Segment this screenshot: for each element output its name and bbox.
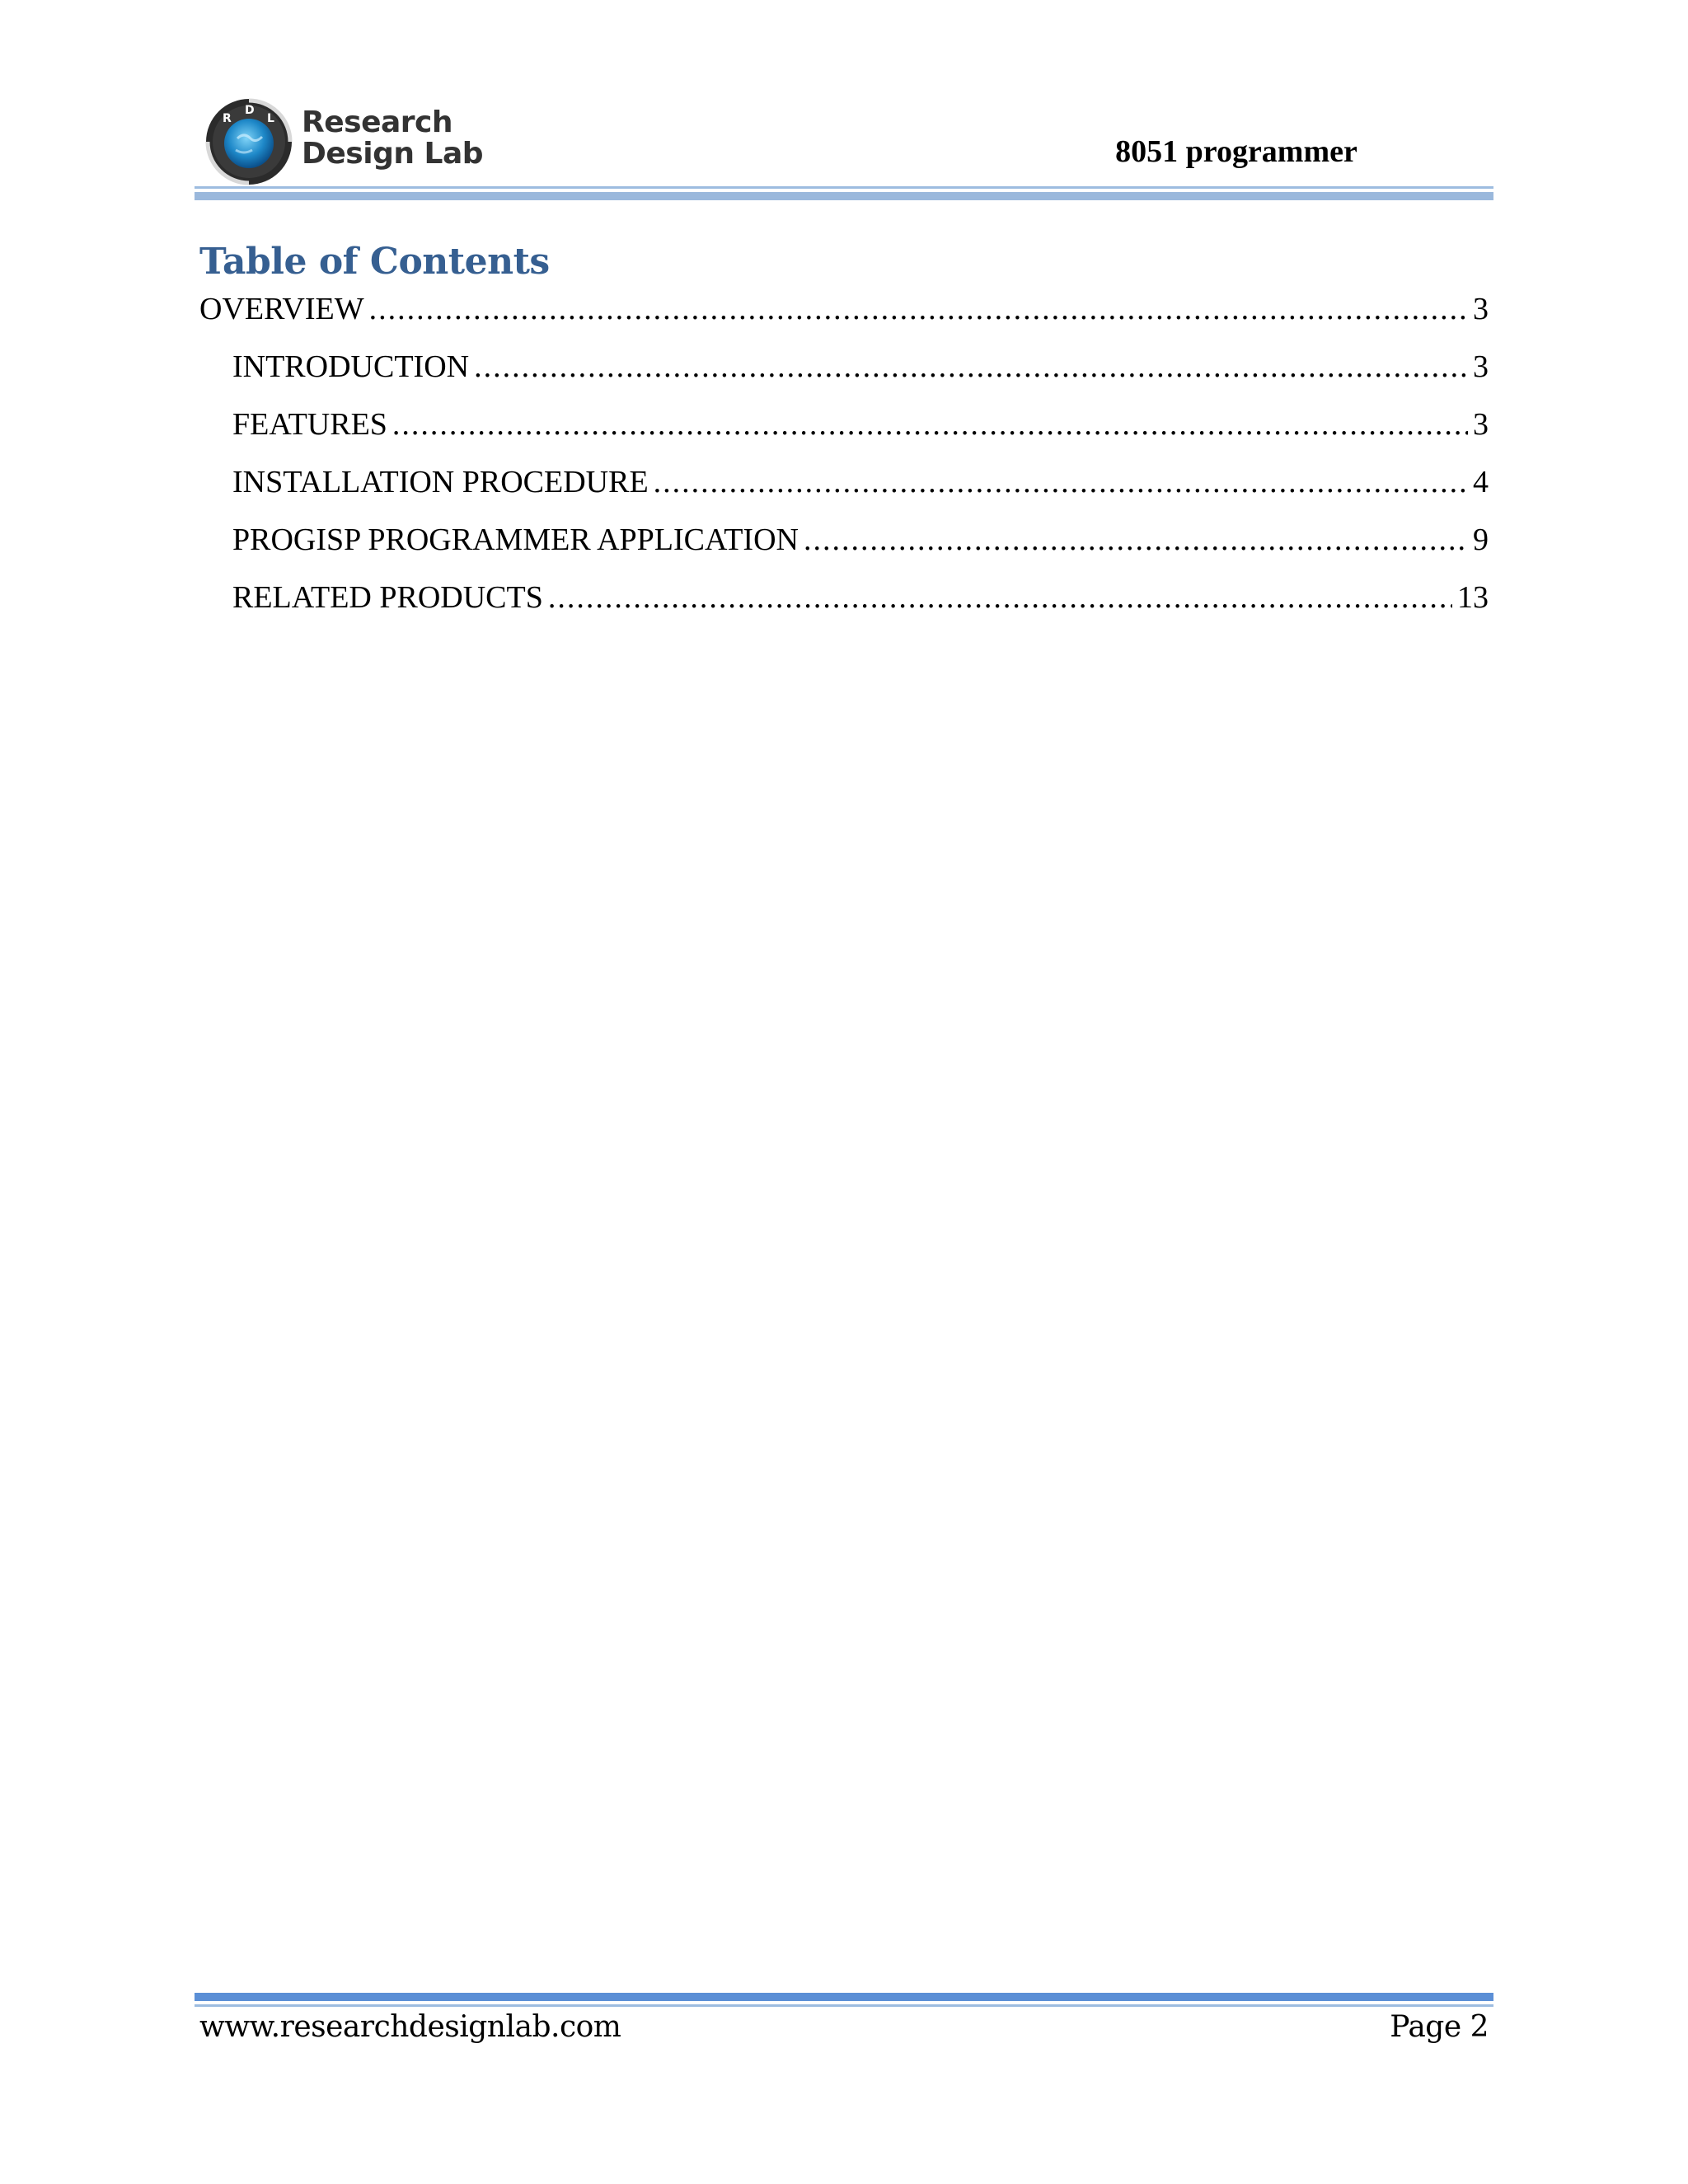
toc-entry-progisp-programmer-application[interactable] <box>199 519 1489 577</box>
toc-entry-label: PROGISP PROGRAMMER APPLICATION <box>232 523 799 557</box>
toc-entry-introduction[interactable] <box>199 346 1489 404</box>
footer-page-number: Page 2 <box>1390 2010 1489 2044</box>
toc-entry-page: 13 <box>1457 580 1489 615</box>
toc-entry-label: OVERVIEW <box>199 292 364 326</box>
toc-entry-page: 3 <box>1473 349 1489 384</box>
toc-entry-installation-procedure[interactable] <box>199 462 1489 519</box>
header-rule-thin <box>195 186 1493 189</box>
toc-dot-leader <box>548 577 1452 618</box>
toc-heading: Table of Contents <box>199 241 550 283</box>
toc-entry-label: RELATED PRODUCTS <box>232 580 543 615</box>
footer-rule-thin <box>195 2004 1493 2007</box>
company-logo <box>204 97 485 190</box>
svg-text:R: R <box>223 112 232 125</box>
footer-website-link[interactable]: www.researchdesignlab.com <box>199 2010 621 2044</box>
svg-text:L: L <box>267 112 274 125</box>
toc-entry-page: 3 <box>1473 292 1489 326</box>
toc-entry-page: 4 <box>1473 465 1489 499</box>
toc-entry-page: 9 <box>1473 523 1489 557</box>
footer-rule-thick <box>195 1993 1493 2001</box>
toc-dot-leader <box>474 346 1468 387</box>
toc-entry-features[interactable] <box>199 404 1489 462</box>
toc-entry-related-products[interactable] <box>199 577 1489 635</box>
logo-line-2: Design Lab <box>302 137 483 171</box>
logo-line-1: Research <box>302 105 452 139</box>
logo-wordmark <box>302 107 483 170</box>
document-title: 8051 programmer <box>1115 134 1357 169</box>
toc-entry-label: FEATURES <box>232 407 387 442</box>
rdl-logo-icon <box>204 97 293 186</box>
toc-dot-leader <box>369 288 1468 330</box>
toc-entry-label: INTRODUCTION <box>232 349 470 384</box>
toc-entry-label: INSTALLATION PROCEDURE <box>232 465 649 499</box>
toc-dot-leader <box>392 404 1468 445</box>
toc-entry-page: 3 <box>1473 407 1489 442</box>
svg-text:D: D <box>245 104 255 117</box>
toc-list <box>199 288 1489 635</box>
header-rule-thick <box>195 192 1493 200</box>
toc-entry-overview[interactable] <box>199 288 1489 346</box>
toc-dot-leader <box>804 519 1468 560</box>
toc-dot-leader <box>654 462 1468 503</box>
